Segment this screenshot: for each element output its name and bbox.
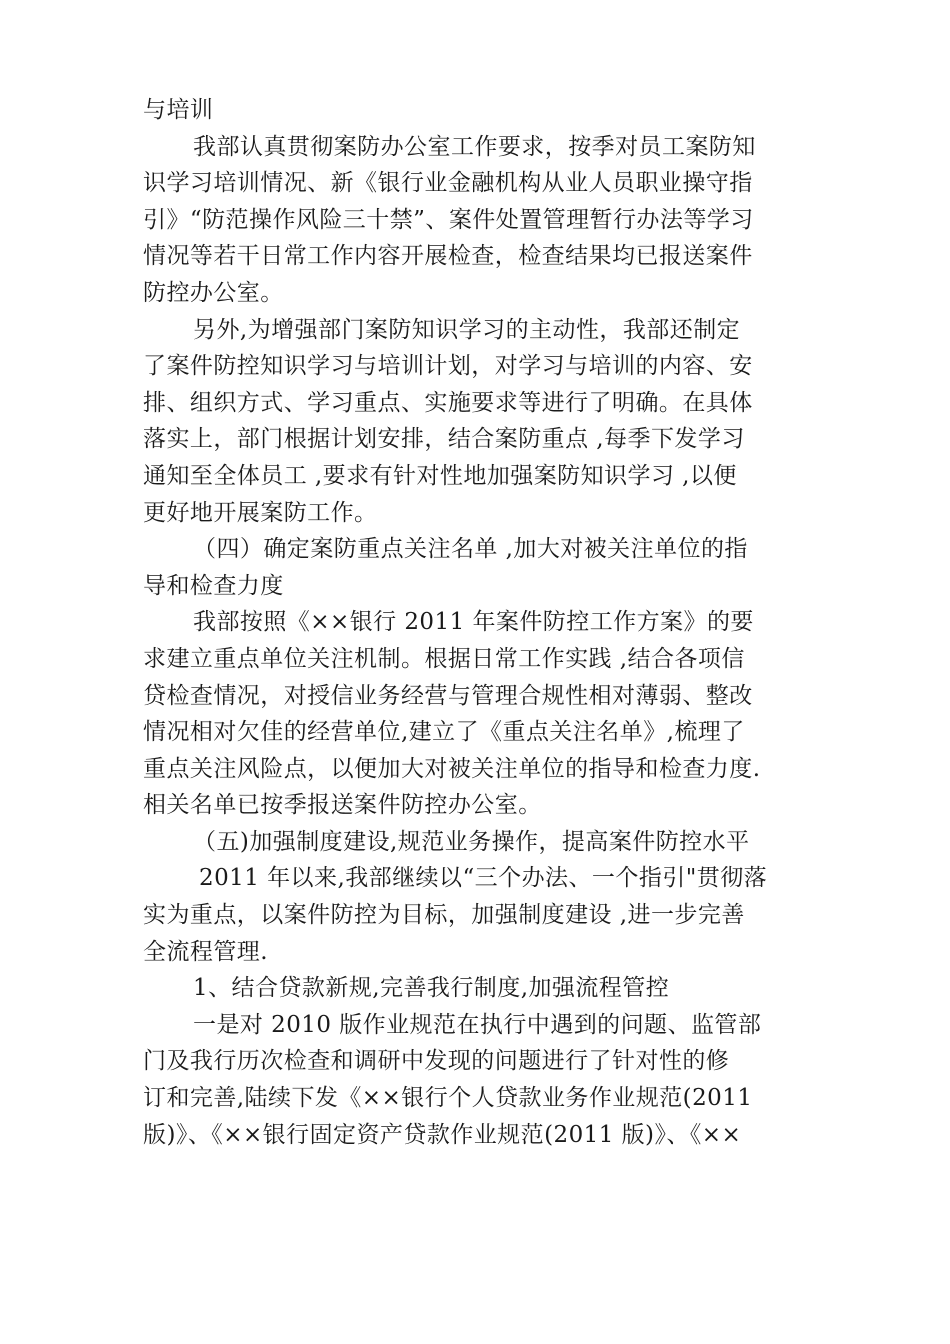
- text-line: 版)》、《××银行固定资产贷款作业规范(2011 版)》、《××: [143, 1121, 742, 1148]
- text-line: 防控办公室。: [143, 279, 284, 306]
- text-line: 通知至全体员工 ,要求有针对性地加强案防知识学习 ,以便: [143, 462, 737, 489]
- text-line: 落实上，部门根据计划安排，结合案防重点 ,每季下发学习: [143, 426, 745, 453]
- text-line: 订和完善,陆续下发《××银行个人贷款业务作业规范(2011: [143, 1085, 753, 1112]
- text-line: 情况等若干日常工作内容开展检查，检查结果均已报送案件: [143, 243, 753, 270]
- section-heading: （四）确定案防重点关注名单 ,加大对被关注单位的指: [193, 536, 748, 563]
- paragraph-start: 2011 年以来,我部继续以“三个办法、一个指引"贯彻落: [199, 865, 768, 892]
- text-line: 与培训: [143, 97, 214, 123]
- text-line: 排、组织方式、学习重点、实施要求等进行了明确。在具体: [143, 389, 753, 416]
- subsection-heading: 1、结合贷款新规,完善我行制度,加强流程管控: [193, 975, 670, 1002]
- text-line: 贷检查情况，对授信业务经营与管理合规性相对薄弱、整改: [143, 682, 753, 709]
- text-line: 门及我行历次检查和调研中发现的问题进行了针对性的修: [143, 1048, 730, 1075]
- paragraph-start: 一是对 2010 版作业规范在执行中遇到的问题、监管部: [193, 1011, 762, 1038]
- document-body: [143, 92, 813, 1153]
- section-heading-cont: 导和检查力度: [143, 572, 284, 599]
- paragraph-start: 我部按照《××银行 2011 年案件防控工作方案》的要: [193, 609, 754, 636]
- paragraph-start: 我部认真贯彻案防办公室工作要求，按季对员工案防知: [193, 133, 756, 160]
- text-line: 识学习培训情况、新《银行业金融机构从业人员职业操守指: [143, 170, 753, 197]
- text-line: 情况相对欠佳的经营单位,建立了《重点关注名单》,梳理了: [143, 719, 745, 746]
- paragraph-start: 另外,为增强部门案防知识学习的主动性，我部还制定: [193, 316, 741, 343]
- text-line: 相关名单已按季报送案件防控办公室。: [143, 792, 542, 819]
- text-line: 求建立重点单位关注机制。根据日常工作实践 ,结合各项信: [143, 645, 745, 672]
- text-line: 重点关注风险点，以便加大对被关注单位的指导和检查力度.: [143, 755, 761, 782]
- text-line: 了案件防控知识学习与培训计划，对学习与培训的内容、安: [143, 353, 753, 380]
- text-line: 实为重点，以案件防控为目标，加强制度建设 ,进一步完善: [143, 902, 745, 929]
- text-line: 更好地开展案防工作。: [143, 499, 378, 526]
- section-heading: （五)加强制度建设,规范业务操作，提高案件防控水平: [193, 828, 750, 855]
- text-line: 全流程管理.: [143, 938, 269, 965]
- text-line: 引》“防范操作风险三十禁”、案件处置管理暂行办法等学习: [143, 206, 754, 233]
